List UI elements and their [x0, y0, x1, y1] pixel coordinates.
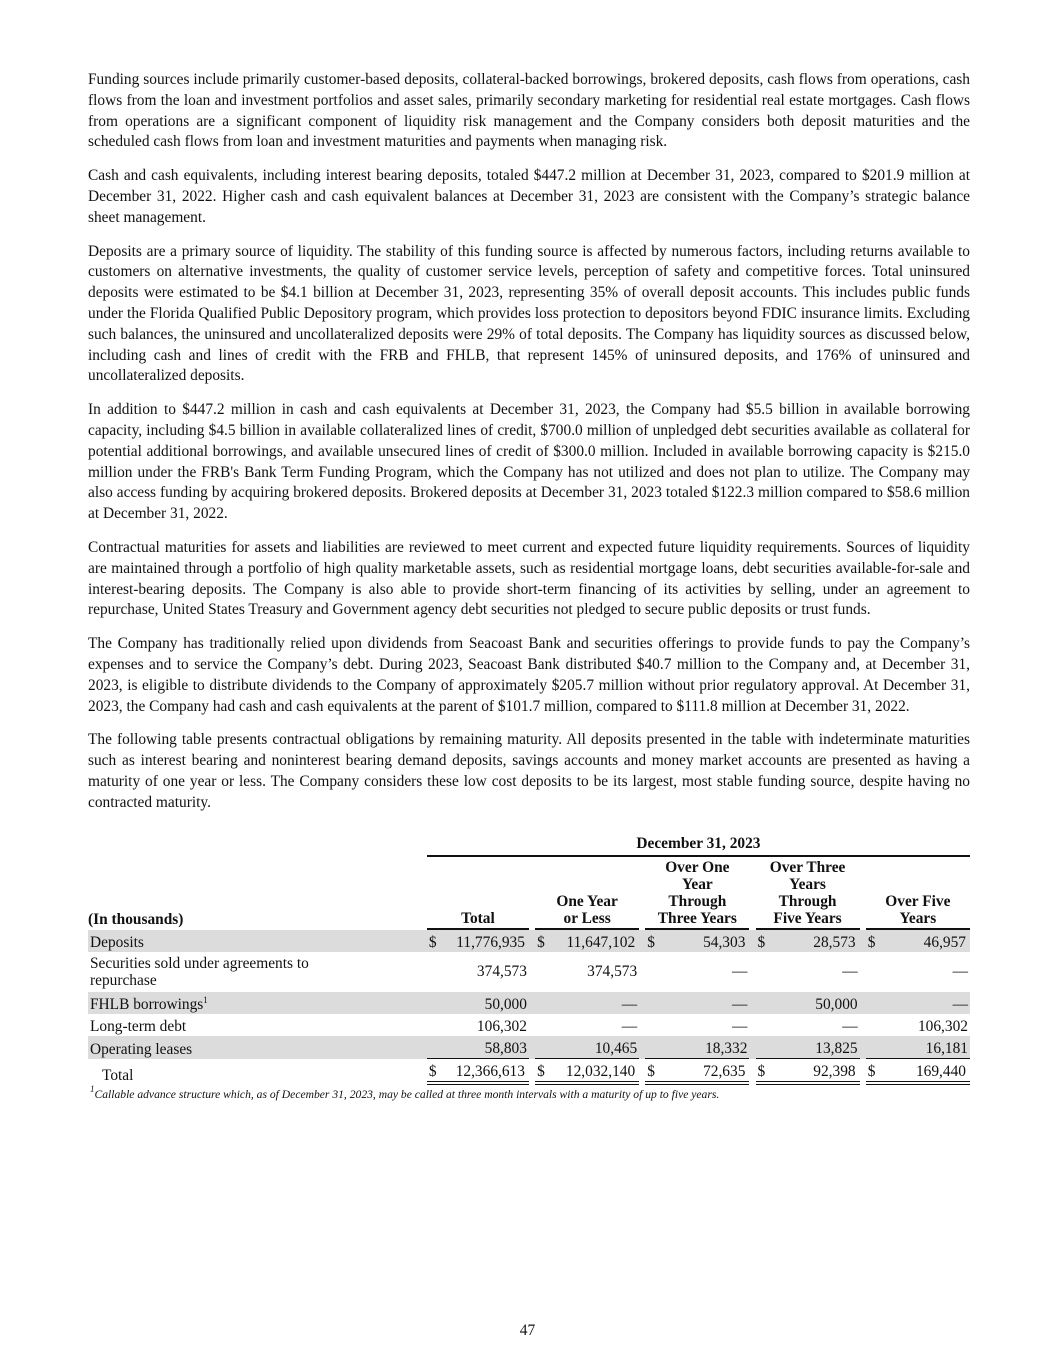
- table-row-total: [88, 1059, 970, 1085]
- cell-over-five-years: —: [952, 962, 968, 980]
- cell-one-to-three-years: $ 54,303: [645, 930, 749, 952]
- cell-three-to-five-years: —: [842, 1017, 858, 1035]
- paragraph-borrowing-capacity: In addition to $447.2 million in cash and cash equivalents at December 31, 2023, the Company had $5.5 billion in available borrowing capacity, including $4.5 billion in available collateralized lines of credit, $700.0 million of unpledged debt securities available as collateral for potential additional borrowings, and available unsecured lines of credit of $300.0 million. Included in available borrowing capacity is $215.0 million under the FRB's Bank Term Funding Program, which the Company has not utilized and does not plan to utilize. The Company may also access funding by acquiring brokered deposits. Brokered deposits at December 31, 2023 totaled $122.3 million compared to $58.6 million at December 31, 2022.: [88, 401, 970, 523]
- cell-three-to-five-years: $ 28,573: [756, 930, 860, 952]
- contractual-obligations-table-wrapper: [88, 835, 970, 1101]
- cell-over-five-years: $ 46,957: [866, 930, 970, 952]
- paragraph-contractual-maturities: Contractual maturities for assets and liabilities are reviewed to meet current and expected future liquidity requirements. Sources of liquidity are maintained through a portfolio of high quality marketable assets, such as residential mortgage loans, debt securities available-for-sale and interest-bearing deposits. The Company is also able to provide short-term financing of its activities by selling, under an agreement to repurchase, United States Treasury and Government agency debt securities not pledged to secure public deposits or trust funds.: [88, 538, 970, 619]
- cell-over-five-years: 16,181: [866, 1036, 970, 1059]
- paragraph-cash-equivalents: Cash and cash equivalents, including interest bearing deposits, totaled $447.2 million at December 31, 2023, compared to $201.9 million at December 31, 2022. Higher cash and cash equivalent balances at December 31, 2023 are consistent with the Company’s strategic balance sheet management.: [88, 167, 970, 226]
- unit-label: (In thousands): [88, 910, 184, 928]
- table-footnote: $^1$Callable advance structure which, as of December 31, 2023, may be called at three month intervals with a maturity of up to five years.: [90, 1083, 720, 1101]
- cell-total: 106,302: [476, 1017, 527, 1035]
- table-row-operating-leases: [88, 1036, 970, 1059]
- cell-one-to-three-years: $ 72,635: [645, 1059, 749, 1085]
- cell-total: 58,803: [427, 1036, 529, 1059]
- cell-over-five-years: —: [866, 992, 970, 1014]
- col-header-one-year-or-less: One Year or Less: [535, 857, 639, 930]
- cell-total: $ 11,776,935: [427, 930, 529, 952]
- row-label: Long-term debt: [90, 1017, 187, 1035]
- footnote-marker: 1: [203, 994, 208, 1005]
- col-header-one-to-three-years: Over One Year Through Three Years: [645, 857, 749, 930]
- group-header-date: December 31, 2023: [427, 835, 970, 857]
- row-label: Operating leases: [88, 1036, 427, 1059]
- cell-one-year-or-less: 10,465: [535, 1036, 639, 1059]
- col-header-three-to-five-years: Over Three Years Through Five Years: [756, 857, 860, 930]
- cell-one-to-three-years: 18,332: [645, 1036, 749, 1059]
- table-row-securities-sold: [88, 952, 970, 992]
- cell-one-year-or-less: $ 11,647,102: [535, 930, 639, 952]
- cell-total: 50,000: [427, 992, 529, 1014]
- row-label: Deposits: [88, 930, 427, 952]
- cell-one-year-or-less: —: [535, 992, 639, 1014]
- footnote-marker: 1: [90, 1083, 95, 1094]
- paragraph-deposits-liquidity: Deposits are a primary source of liquidity. The stability of this funding source is affected by numerous factors, including returns available to customers on alternative investments, the quality of customer service levels, perception of safety and competitive forces. Total uninsured deposits were estimated to be $4.1 billion at December 31, 2023, representing 35% of overall deposit accounts. This includes public funds under the Florida Qualified Public Depository program, which provides loss protection to depositors beyond FDIC insurance limits. Excluding such balances, the uninsured and uncollateralized deposits were 29% of total deposits. The Company has liquidity sources as discussed below, including cash and lines of credit with the FRB and FHLB, that represent 145% of uninsured deposits, and 176% of uninsured and uncollateralized deposits.: [88, 242, 970, 385]
- paragraph-table-intro: The following table presents contractual obligations by remaining maturity. All deposits presented in the table with indeterminate maturities such as interest bearing and noninterest bearing demand deposits, savings accounts and money market accounts are presented as having a maturity of one year or less. The Company considers these low cost deposits to be its largest, most stable funding source, despite having no contracted maturity.: [88, 731, 970, 811]
- paragraph-funding-sources: Funding sources include primarily customer-based deposits, collateral-backed borrowings, brokered deposits, cash flows from operations, cash flows from the loan and investment portfolios and asset sales, primarily secondary marketing for residential real estate mortgages. Cash flows from operations are a significant component of liquidity risk management and the Company considers both deposit maturities and the scheduled cash flows from loan and investment maturities and payments when managing risk.: [88, 71, 970, 151]
- cell-three-to-five-years: 50,000: [756, 992, 860, 1014]
- cell-one-to-three-years: —: [645, 992, 749, 1014]
- table-row-fhlb-borrowings: [88, 992, 970, 1014]
- cell-one-year-or-less: —: [621, 1017, 638, 1035]
- col-header-total: Total: [427, 857, 529, 930]
- contractual-obligations-table: [88, 835, 970, 1085]
- cell-over-five-years: $ 169,440: [866, 1059, 970, 1085]
- paragraph-dividends: The Company has traditionally relied upon dividends from Seacoast Bank and securities offerings to provide funds to pay the Company’s expenses and to service the Company’s debt. During 2023, Seacoast Bank distributed $40.7 million to the Company and, at December 31, 2023, is eligible to distribute dividends to the Company of approximately $205.7 million without prior regulatory approval. At December 31, 2023, the Company had cash and cash equivalents at the parent of $101.7 million, compared to $111.8 million at December 31, 2022.: [88, 635, 970, 715]
- table-row-deposits: [88, 930, 970, 952]
- cell-one-to-three-years: —: [732, 962, 748, 980]
- row-label: Securities sold under agreements to repurchase: [90, 954, 309, 989]
- col-header-over-five-years: Over Five Years: [866, 857, 970, 930]
- cell-one-to-three-years: —: [732, 1017, 748, 1035]
- column-header-row: [88, 857, 970, 930]
- row-label: Total: [102, 1066, 134, 1084]
- group-header-row: [88, 835, 970, 857]
- document-page: [88, 70, 970, 1101]
- cell-three-to-five-years: —: [842, 962, 858, 980]
- cell-three-to-five-years: $ 92,398: [756, 1059, 860, 1085]
- cell-three-to-five-years: 13,825: [756, 1036, 860, 1059]
- page-number: 47: [519, 1322, 536, 1339]
- row-label: FHLB borrowings$^1$: [88, 992, 427, 1014]
- cell-total: 374,573: [476, 962, 527, 980]
- cell-one-year-or-less: 374,573: [587, 962, 638, 980]
- cell-one-year-or-less: $ 12,032,140: [535, 1059, 639, 1085]
- cell-over-five-years: 106,302: [917, 1017, 968, 1035]
- table-row-long-term-debt: [88, 1014, 970, 1036]
- cell-total: $ 12,366,613: [427, 1059, 529, 1085]
